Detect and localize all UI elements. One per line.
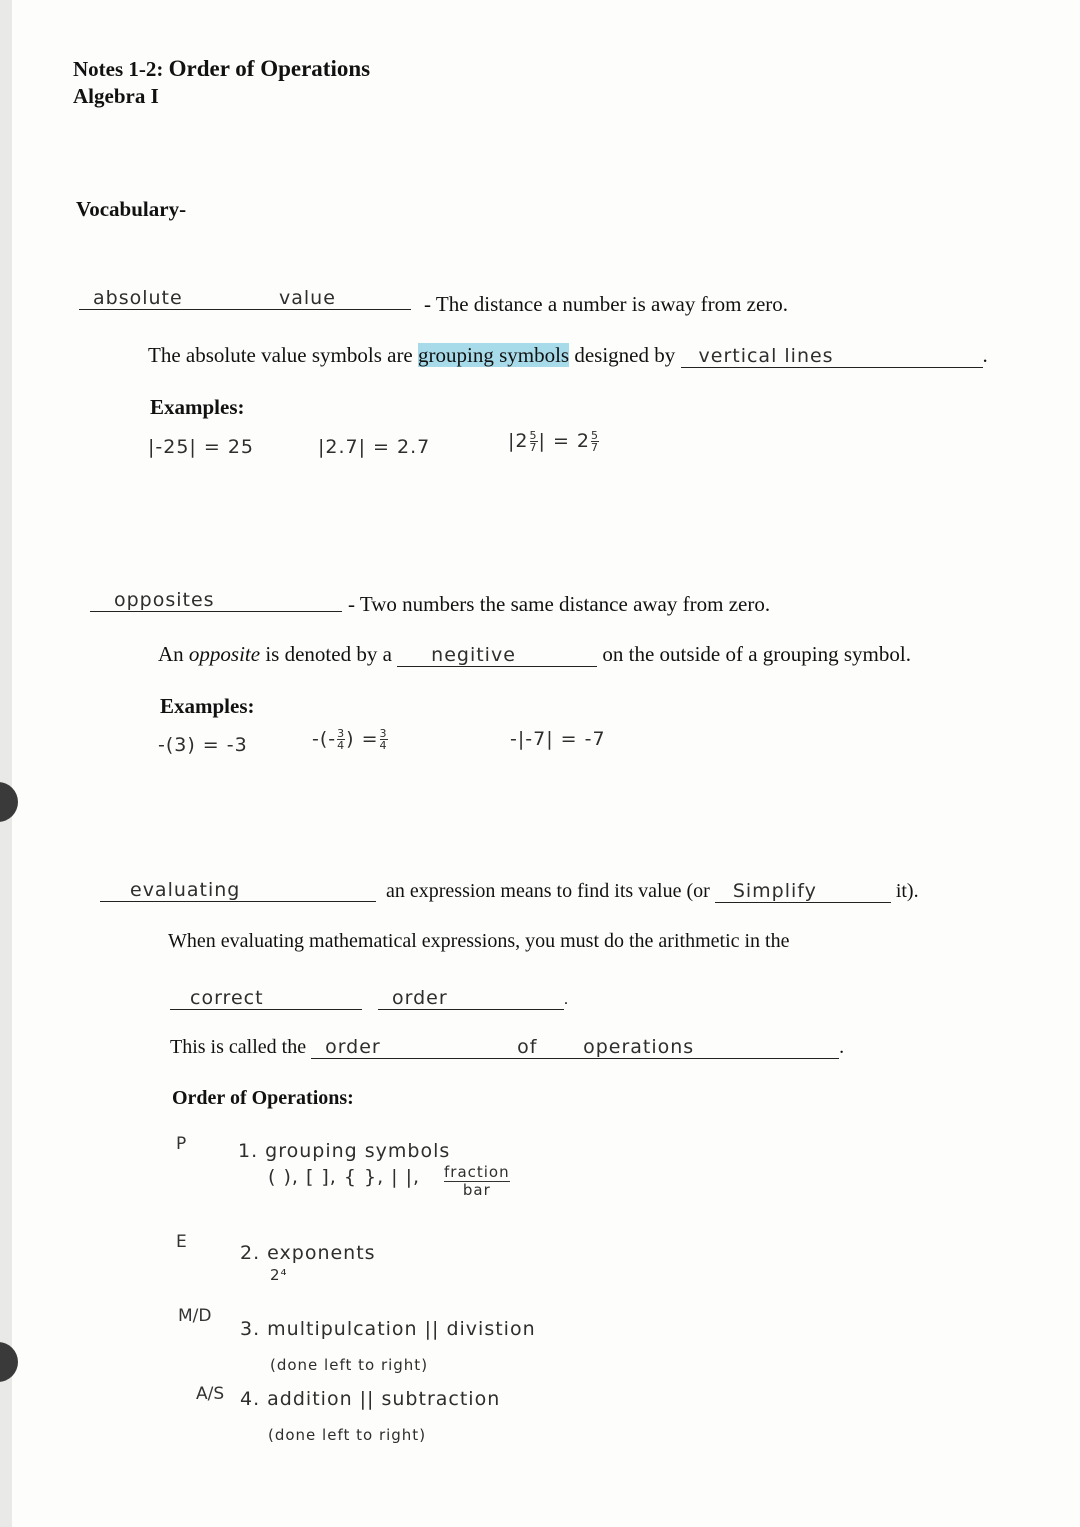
notes-title (73, 56, 370, 82)
sentence-end: it). (895, 880, 919, 902)
step-4-detail: (done left to right) (268, 1426, 427, 1444)
sentence-mid: is denoted by a (265, 642, 392, 666)
step-3-text: 3. multipulcation || divistion (240, 1318, 536, 1340)
sentence-start: An (158, 642, 184, 666)
fraction (591, 430, 599, 453)
sentence-start: The absolute value symbols are (148, 343, 413, 367)
frac-num: 5 (591, 429, 599, 442)
fraction-bar-note (444, 1164, 510, 1199)
blank-2 (378, 988, 564, 1010)
term-blank-1 (79, 288, 253, 310)
fraction (380, 728, 388, 751)
answer-blank (715, 881, 891, 903)
evaluating-term (100, 880, 376, 902)
called-text-2: of (517, 1036, 538, 1058)
notes-topic: Order of Operations (168, 56, 371, 81)
abs-example-3 (508, 430, 600, 453)
term-word-2: value (279, 287, 336, 309)
opp-example-2 (312, 728, 389, 751)
vocabulary-heading: Vocabulary- (76, 197, 187, 221)
ex2-start: -(- (312, 728, 337, 750)
fraction (530, 430, 538, 453)
opp-example-1: -(3) = -3 (158, 734, 248, 756)
ex3-lhs: |2 (508, 430, 529, 452)
term-blank (100, 880, 376, 902)
term-word: opposites (114, 589, 215, 611)
ex2-mid: ) = (346, 728, 379, 750)
absolute-value-term (79, 288, 411, 310)
opposites-sentence (158, 642, 911, 667)
step-1-detail: ( ), [ ], { }, | |, (268, 1166, 421, 1188)
step-letter-as: A/S (196, 1384, 225, 1404)
answer-text: vertical lines (698, 345, 834, 367)
step-letter-p: P (176, 1134, 187, 1154)
frac-den: 4 (337, 739, 346, 752)
step-1-text: 1. grouping symbols (238, 1140, 451, 1162)
binder-hole (0, 1342, 18, 1382)
sentence-italic: opposite (188, 642, 261, 666)
called-blank-2 (501, 1037, 571, 1059)
frac-den: 4 (379, 739, 388, 752)
step-4-text: 4. addition || subtraction (240, 1388, 501, 1410)
sentence-start: an expression means to find its value (or (386, 880, 710, 902)
page-left-edge (0, 0, 12, 1527)
term-blank (90, 590, 342, 612)
sentence-mid: designed by (574, 343, 676, 367)
opposites-definition: - Two numbers the same distance away from zero. (348, 592, 771, 616)
step-2-detail: 2⁴ (270, 1266, 288, 1284)
sentence-end: on the outside of a grouping symbol. (602, 642, 911, 666)
ex3-eq: | = 2 (538, 430, 590, 452)
called-text-3: operations (583, 1036, 695, 1058)
frac-num: 5 (529, 429, 538, 442)
frac-den: 7 (591, 441, 599, 454)
term-word-1: absolute (93, 287, 183, 309)
abs-example-1: |-25| = 25 (148, 436, 255, 458)
fraction (337, 728, 345, 751)
examples-label: Examples: (160, 694, 255, 718)
step-letter-md: M/D (178, 1306, 212, 1326)
absolute-value-definition: - The distance a number is away from zero. (424, 292, 789, 316)
evaluating-sentence (386, 880, 919, 903)
blank-1-text: correct (190, 987, 264, 1009)
called-text-1: order (325, 1036, 381, 1058)
blank-2-text: order (392, 987, 448, 1009)
absolute-value-sentence: The absolute value symbols are grouping symbols designed by vertical lines . (148, 343, 988, 367)
evaluating-line-2: When evaluating mathematical expressions, you must do the arithmetic in the (168, 930, 790, 952)
step-2-text: 2. exponents (240, 1242, 376, 1264)
called-sentence: This is called the order of operations . (170, 1036, 845, 1058)
called-blank-1 (311, 1037, 501, 1059)
bar-word: bar (444, 1181, 510, 1199)
answer-blank (681, 346, 983, 368)
term-word: evaluating (130, 879, 241, 901)
order-of-operations-heading: Order of Operations: (172, 1087, 354, 1109)
abs-example-2: |2.7| = 2.7 (318, 436, 431, 458)
step-letter-e: E (176, 1232, 187, 1252)
correct-order-line: correct order . (170, 988, 568, 1010)
answer-text: negitive (431, 644, 516, 666)
step-3-detail: (done left to right) (270, 1356, 429, 1374)
frac-den: 7 (529, 441, 538, 454)
frac-num: 3 (379, 727, 388, 740)
answer-blank (397, 645, 597, 667)
opp-example-3: -|-7| = -7 (510, 728, 606, 750)
answer-text: Simplify (732, 880, 817, 902)
examples-label: Examples: (150, 395, 245, 419)
fraction-word: fraction (444, 1163, 510, 1181)
notes-label: Notes 1-2: (73, 57, 164, 81)
course-name: Algebra I (73, 84, 159, 108)
binder-hole (0, 782, 18, 822)
called-start: This is called the (170, 1036, 307, 1058)
highlighted-phrase: grouping symbols (418, 343, 570, 367)
frac-num: 3 (337, 727, 346, 740)
opposites-term (90, 590, 342, 612)
blank-1 (170, 988, 362, 1010)
called-blank-3 (571, 1037, 839, 1059)
term-blank-2 (253, 288, 411, 310)
